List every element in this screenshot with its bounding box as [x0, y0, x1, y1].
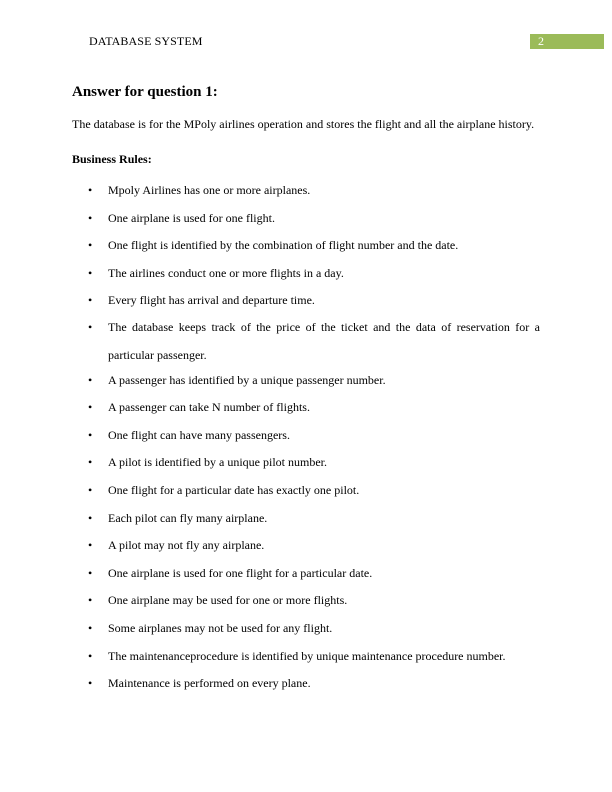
list-item [72, 646, 540, 666]
list-item [72, 397, 540, 417]
intro-paragraph: The database is for the MPoly airlines operation and stores the flight and all the airplane history. [72, 117, 535, 131]
bullet-icon: • [88, 183, 93, 197]
rule-text: The airlines conduct one or more flights in a day. [108, 265, 344, 280]
bullet-icon: • [88, 210, 93, 225]
bullet-icon: • [88, 676, 93, 691]
list-item [72, 208, 540, 228]
rule-text: Each pilot can fly many airplane. [108, 510, 268, 525]
list-item [72, 563, 540, 583]
answer-heading: Answer for question 1: [72, 84, 218, 100]
bullet-icon: • [88, 372, 93, 387]
list-item [72, 180, 540, 200]
header-title: DATABASE SYSTEM [89, 34, 203, 48]
list-item [72, 235, 540, 255]
bullet-icon: • [88, 320, 93, 335]
rule-text: A pilot may not fly any airplane. [108, 538, 265, 553]
bullet-icon: • [88, 400, 93, 415]
bullet-icon: • [88, 593, 93, 608]
list-item [72, 590, 540, 610]
rule-text: A passenger can take N number of flights. [108, 400, 310, 415]
list-item [72, 480, 540, 500]
list-item [72, 314, 540, 369]
bullet-icon: • [88, 265, 93, 280]
list-item [72, 263, 540, 283]
rule-text: One flight for a particular date has exactly one pilot. [108, 483, 360, 498]
list-item [72, 425, 540, 445]
business-rules-list [72, 180, 540, 701]
rule-text: A passenger has identified by a unique passenger number. [108, 372, 386, 387]
rule-text: Every flight has arrival and departure time. [108, 293, 315, 308]
bullet-icon: • [88, 455, 93, 470]
list-item [72, 618, 540, 638]
rule-text: One flight can have many passengers. [108, 427, 290, 442]
page-number-badge: 2 [530, 34, 604, 49]
bullet-icon: • [88, 538, 93, 553]
rule-text: Maintenance is performed on every plane. [108, 676, 311, 691]
bullet-icon: • [88, 483, 93, 498]
rule-text: One airplane is used for one flight. [108, 210, 275, 225]
rule-text: Mpoly Airlines has one or more airplanes. [108, 183, 311, 197]
bullet-icon: • [88, 427, 93, 442]
rule-text: A pilot is identified by a unique pilot number. [108, 455, 327, 470]
rule-text: One airplane may be used for one or more flights. [108, 593, 348, 608]
bullet-icon: • [88, 648, 93, 663]
rule-text: One airplane is used for one flight for a particular date. [108, 565, 373, 580]
bullet-icon: • [88, 621, 93, 635]
list-item [72, 370, 540, 390]
business-rules-heading: Business Rules: [72, 152, 152, 166]
list-item [72, 290, 540, 310]
bullet-icon: • [88, 238, 93, 253]
bullet-icon: • [88, 565, 93, 580]
bullet-icon: • [88, 510, 93, 525]
rule-text: One flight is identified by the combination of flight number and the date. [108, 238, 459, 253]
list-item [72, 508, 540, 528]
list-item [72, 673, 540, 693]
bullet-icon: • [88, 293, 93, 308]
rule-text: The maintenanceprocedure is identified by unique maintenance procedure number. [108, 648, 506, 663]
rule-text: The database keeps track of the price of the ticket and the data of reservation for a particular passenger. [108, 320, 540, 363]
rule-text: Some airplanes may not be used for any flight. [108, 621, 333, 635]
list-item [72, 452, 540, 472]
list-item [72, 535, 540, 555]
